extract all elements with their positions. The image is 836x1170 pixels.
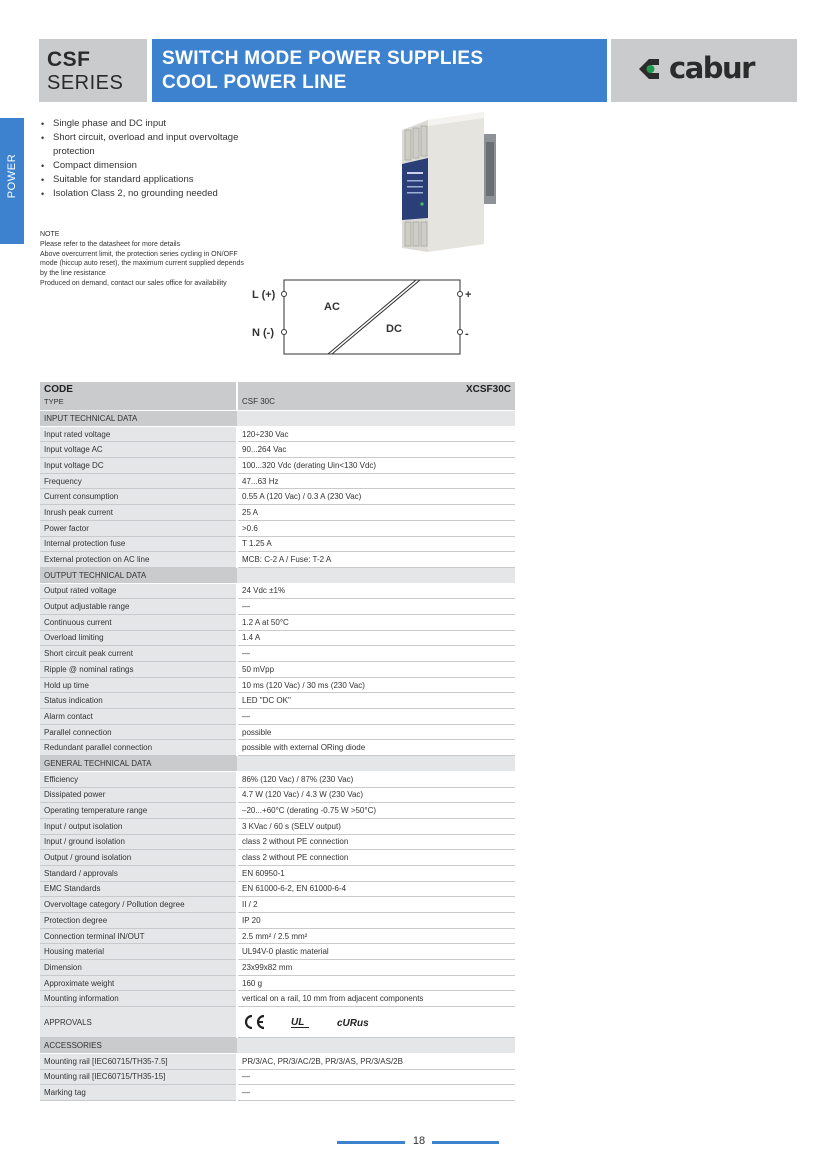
- spec-key: EMC Standards: [40, 881, 237, 897]
- product-image: [398, 106, 498, 256]
- spec-key: Housing material: [40, 944, 237, 960]
- type-value: CSF 30C: [242, 397, 275, 406]
- spec-key: Power factor: [40, 520, 237, 536]
- spec-key: Input / ground isolation: [40, 834, 237, 850]
- feature-item: • Short circuit, overload and input overvoltage protection: [40, 131, 245, 159]
- spec-row: [40, 630, 515, 646]
- note-line: Produced on demand, contact our sales office for availability: [40, 279, 227, 287]
- spec-row: [40, 709, 515, 725]
- diagram-dc-label: DC: [386, 323, 402, 335]
- ul-recognized-mark-icon: [290, 1014, 312, 1030]
- diagram-out-plus: +: [465, 289, 472, 301]
- title-line-1: SWITCH MODE POWER SUPPLIES: [162, 48, 484, 69]
- approvals-cell: [237, 1007, 515, 1038]
- spec-value: EN 61000-6-2, EN 61000-6-4: [237, 881, 515, 897]
- spec-row: [40, 536, 515, 552]
- feature-item: • Suitable for standard applications: [40, 173, 245, 187]
- section-side-tab: [0, 118, 24, 244]
- section-spacer: [237, 411, 515, 427]
- title-box: [152, 39, 607, 102]
- spec-value: 4.7 W (120 Vac) / 4.3 W (230 Vac): [237, 787, 515, 803]
- spec-value: 1.2 A at 50°C: [237, 614, 515, 630]
- spec-row: [40, 552, 515, 568]
- spec-key: Connection terminal IN/OUT: [40, 928, 237, 944]
- spec-value: —: [237, 709, 515, 725]
- code-row: [40, 382, 515, 411]
- spec-key: Output adjustable range: [40, 599, 237, 615]
- approvals-row: [40, 1007, 515, 1038]
- spec-value: >0.6: [237, 520, 515, 536]
- page-number: 18: [412, 1135, 426, 1147]
- spec-row: [40, 473, 515, 489]
- section-header-row: [40, 756, 515, 772]
- spec-value: 23x99x82 mm: [237, 960, 515, 976]
- footer-line-right: [432, 1141, 499, 1144]
- spec-row: [40, 693, 515, 709]
- spec-row: [40, 818, 515, 834]
- section-header-row: [40, 567, 515, 583]
- spec-value: 86% (120 Vac) / 87% (230 Vac): [237, 771, 515, 787]
- spec-row: [40, 646, 515, 662]
- spec-value: class 2 without PE connection: [237, 834, 515, 850]
- series-code: CSF: [47, 48, 91, 71]
- section-title: GENERAL TECHNICAL DATA: [40, 756, 237, 772]
- cabur-logo-icon: [633, 53, 669, 85]
- spec-key: External protection on AC line: [40, 552, 237, 568]
- brand-logo: [611, 39, 797, 102]
- spec-row: [40, 458, 515, 474]
- spec-value: T 1.25 A: [237, 536, 515, 552]
- spec-value: UL94V-0 plastic material: [237, 944, 515, 960]
- acdc-block-diagram: [250, 274, 490, 358]
- spec-row: [40, 803, 515, 819]
- spec-key: Mounting rail [IEC60715/TH35-15]: [40, 1069, 237, 1085]
- spec-row: [40, 960, 515, 976]
- footer-line-left: [337, 1141, 405, 1144]
- section-title: INPUT TECHNICAL DATA: [40, 411, 237, 427]
- spec-key: Short circuit peak current: [40, 646, 237, 662]
- spec-key: Current consumption: [40, 489, 237, 505]
- spec-value: 10 ms (120 Vac) / 30 ms (230 Vac): [237, 677, 515, 693]
- spec-value: II / 2: [237, 897, 515, 913]
- spec-key: Continuous current: [40, 614, 237, 630]
- spec-value: 90...264 Vac: [237, 442, 515, 458]
- spec-key: Output / ground isolation: [40, 850, 237, 866]
- spec-value: 0.55 A (120 Vac) / 0.3 A (230 Vac): [237, 489, 515, 505]
- spec-row: [40, 1069, 515, 1085]
- section-header-row: [40, 411, 515, 427]
- spec-key: Mounting information: [40, 991, 237, 1007]
- spec-row: [40, 865, 515, 881]
- spec-row: [40, 834, 515, 850]
- ul-mark-text: UL: [291, 1017, 305, 1029]
- diagram-ac-label: AC: [324, 301, 340, 313]
- note-line: Please refer to the datasheet for more details: [40, 240, 181, 248]
- spec-key: Standard / approvals: [40, 865, 237, 881]
- feature-list: [40, 117, 245, 201]
- spec-row: [40, 787, 515, 803]
- spec-table: [40, 382, 515, 1101]
- spec-value: –20...+60°C (derating -0.75 W >50°C): [237, 803, 515, 819]
- spec-key: Redundant parallel connection: [40, 740, 237, 756]
- spec-row: [40, 1085, 515, 1101]
- spec-row: [40, 426, 515, 442]
- spec-value: 50 mVpp: [237, 662, 515, 678]
- spec-value: 1.4 A: [237, 630, 515, 646]
- spec-value: MCB: C-2 A / Fuse: T-2 A: [237, 552, 515, 568]
- feature-item: • Isolation Class 2, no grounding needed: [40, 187, 245, 201]
- spec-row: [40, 724, 515, 740]
- spec-key: Operating temperature range: [40, 803, 237, 819]
- spec-row: [40, 583, 515, 599]
- spec-value: PR/3/AC, PR/3/AC/2B, PR/3/AS, PR/3/AS/2B: [237, 1053, 515, 1069]
- spec-value: 100...320 Vdc (derating Uin<130 Vdc): [237, 458, 515, 474]
- spec-key: Protection degree: [40, 913, 237, 929]
- spec-key: Input voltage DC: [40, 458, 237, 474]
- spec-row: [40, 505, 515, 521]
- spec-row: [40, 489, 515, 505]
- spec-value: 2.5 mm² / 2.5 mm²: [237, 928, 515, 944]
- spec-key: Input / output isolation: [40, 818, 237, 834]
- spec-key: Hold up time: [40, 677, 237, 693]
- spec-key: Status indication: [40, 693, 237, 709]
- spec-key: Approximate weight: [40, 975, 237, 991]
- spec-value: vertical on a rail, 10 mm from adjacent components: [237, 991, 515, 1007]
- spec-key: Frequency: [40, 473, 237, 489]
- spec-key: Parallel connection: [40, 724, 237, 740]
- spec-value: EN 60950-1: [237, 865, 515, 881]
- title-line-2: COOL POWER LINE: [162, 72, 347, 93]
- feature-item: • Single phase and DC input: [40, 117, 245, 131]
- spec-value: 120÷230 Vac: [237, 426, 515, 442]
- spec-row: [40, 771, 515, 787]
- spec-value: —: [237, 1069, 515, 1085]
- spec-row: [40, 677, 515, 693]
- spec-key: Overload limiting: [40, 630, 237, 646]
- spec-key: Input voltage AC: [40, 442, 237, 458]
- spec-row: [40, 944, 515, 960]
- spec-value: IP 20: [237, 913, 515, 929]
- spec-key: Output rated voltage: [40, 583, 237, 599]
- spec-key: Mounting rail [IEC60715/TH35-7.5]: [40, 1053, 237, 1069]
- code-label: CODE: [44, 384, 73, 395]
- note-line: Above overcurrent limit, the protection series cycling in ON/OFF mode (hiccup auto reset), the maximum current supplied depends by the line resistance: [40, 250, 244, 278]
- spec-key: Ripple @ nominal ratings: [40, 662, 237, 678]
- series-box: [39, 39, 147, 102]
- spec-row: [40, 991, 515, 1007]
- spec-value: possible with external ORing diode: [237, 740, 515, 756]
- section-title: ACCESSORIES: [40, 1038, 237, 1054]
- spec-row: [40, 897, 515, 913]
- spec-row: [40, 928, 515, 944]
- spec-key: Internal protection fuse: [40, 536, 237, 552]
- spec-key: Inrush peak current: [40, 505, 237, 521]
- spec-value: 160 g: [237, 975, 515, 991]
- spec-row: [40, 599, 515, 615]
- spec-row: [40, 520, 515, 536]
- side-tab-label: POWER: [6, 153, 18, 199]
- spec-value: 25 A: [237, 505, 515, 521]
- spec-value: —: [237, 599, 515, 615]
- note-block: [40, 230, 250, 289]
- spec-key: Alarm contact: [40, 709, 237, 725]
- spec-value: possible: [237, 724, 515, 740]
- spec-row: [40, 850, 515, 866]
- spec-row: [40, 614, 515, 630]
- brand-wordmark: cabur: [669, 51, 754, 85]
- spec-key: Dimension: [40, 960, 237, 976]
- spec-row: [40, 442, 515, 458]
- spec-value: 24 Vdc ±1%: [237, 583, 515, 599]
- spec-key: Overvoltage category / Pollution degree: [40, 897, 237, 913]
- spec-row: [40, 1053, 515, 1069]
- diagram-input-l: L (+): [252, 289, 276, 301]
- ce-mark-icon: [242, 1014, 266, 1030]
- spec-value: LED "DC OK": [237, 693, 515, 709]
- feature-item: • Compact dimension: [40, 159, 245, 173]
- spec-row: [40, 975, 515, 991]
- type-label: TYPE: [44, 397, 64, 406]
- spec-value: class 2 without PE connection: [237, 850, 515, 866]
- section-header-row: [40, 1038, 515, 1054]
- section-spacer: [237, 756, 515, 772]
- section-spacer: [237, 1038, 515, 1054]
- spec-key: APPROVALS: [40, 1007, 237, 1038]
- code-value: XCSF30C: [465, 384, 511, 395]
- spec-key: Dissipated power: [40, 787, 237, 803]
- spec-row: [40, 881, 515, 897]
- section-title: OUTPUT TECHNICAL DATA: [40, 567, 237, 583]
- spec-value: 47...63 Hz: [237, 473, 515, 489]
- culus-mark-text: cURus: [337, 1018, 369, 1030]
- diagram-out-minus: -: [465, 328, 469, 340]
- diagram-input-n: N (-): [252, 327, 274, 339]
- series-word: SERIES: [47, 72, 124, 94]
- spec-value: —: [237, 646, 515, 662]
- spec-value: 3 KVac / 60 s (SELV output): [237, 818, 515, 834]
- spec-row: [40, 913, 515, 929]
- spec-key: Marking tag: [40, 1085, 237, 1101]
- spec-row: [40, 740, 515, 756]
- spec-value: —: [237, 1085, 515, 1101]
- note-title: NOTE: [40, 231, 60, 238]
- spec-row: [40, 662, 515, 678]
- cul-us-mark-icon: [336, 1014, 374, 1030]
- section-spacer: [237, 567, 515, 583]
- spec-key: Efficiency: [40, 771, 237, 787]
- spec-key: Input rated voltage: [40, 426, 237, 442]
